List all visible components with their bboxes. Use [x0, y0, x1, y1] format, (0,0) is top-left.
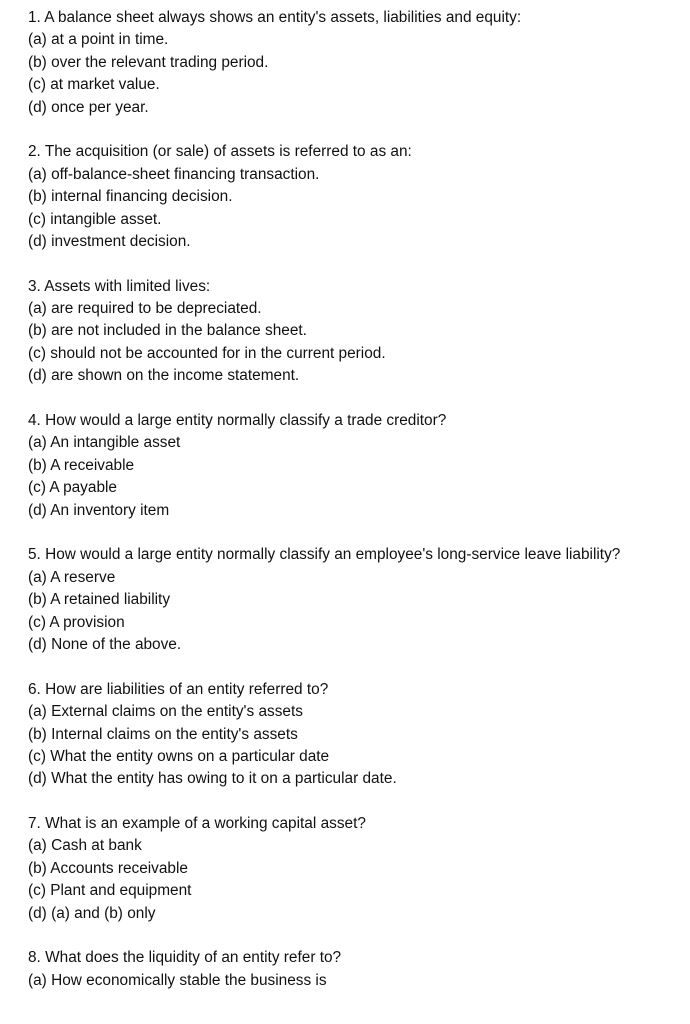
- answer-option-d: (d) investment decision.: [28, 232, 191, 250]
- answer-option-b: (b) are not included in the balance sheet.: [28, 322, 307, 340]
- question-stem: 6. How are liabilities of an entity referred to?: [28, 680, 329, 698]
- question-5: [28, 544, 684, 656]
- answer-option-a: (a) at a point in time.: [28, 31, 169, 49]
- answer-option-a: (a) An intangible asset: [28, 434, 181, 452]
- answer-option-b: (b) A receivable: [28, 456, 135, 474]
- question-stem: 2. The acquisition (or sale) of assets is referred to as an:: [28, 143, 412, 161]
- question-6: [28, 679, 684, 791]
- answer-option-a: (a) External claims on the entity's assets: [28, 703, 303, 721]
- answer-option-c: (c) A provision: [28, 613, 125, 631]
- quiz-document: [28, 7, 684, 1015]
- answer-option-b: (b) over the relevant trading period.: [28, 53, 269, 71]
- question-4: [28, 410, 684, 522]
- question-stem: 4. How would a large entity normally classify a trade creditor?: [28, 412, 447, 430]
- answer-option-b: (b) internal financing decision.: [28, 188, 233, 206]
- answer-option-d: (d) None of the above.: [28, 635, 182, 653]
- answer-option-b: (b) Accounts receivable: [28, 859, 188, 877]
- question-stem: 5. How would a large entity normally classify an employee's long-service leave liability?: [28, 546, 621, 564]
- question-stem: 7. What is an example of a working capital asset?: [28, 815, 366, 833]
- question-stem: 1. A balance sheet always shows an entity's assets, liabilities and equity:: [28, 9, 522, 26]
- answer-option-d: (d) An inventory item: [28, 501, 170, 519]
- answer-option-b: (b) Internal claims on the entity's assets: [28, 725, 298, 743]
- answer-option-d: (d) (a) and (b) only: [28, 904, 156, 922]
- question-2: [28, 141, 684, 253]
- answer-option-c: (c) Plant and equipment: [28, 882, 192, 900]
- answer-option-a: (a) How economically stable the business is: [28, 971, 327, 989]
- answer-option-a: (a) Cash at bank: [28, 837, 142, 855]
- answer-option-a: (a) A reserve: [28, 568, 116, 586]
- answer-option-a: (a) off-balance-sheet financing transaction.: [28, 165, 320, 183]
- answer-option-c: (c) A payable: [28, 479, 117, 497]
- answer-option-c: (c) should not be accounted for in the current period.: [28, 344, 386, 362]
- question-1: [28, 7, 684, 119]
- question-stem: 8. What does the liquidity of an entity refer to?: [28, 949, 342, 967]
- answer-option-d: (d) are shown on the income statement.: [28, 367, 300, 385]
- answer-option-d: (d) once per year.: [28, 98, 149, 116]
- answer-option-a: (a) are required to be depreciated.: [28, 300, 262, 318]
- question-3: [28, 276, 684, 388]
- answer-option-c: (c) at market value.: [28, 76, 160, 94]
- answer-option-c: (c) intangible asset.: [28, 210, 162, 228]
- answer-option-c: (c) What the entity owns on a particular date: [28, 747, 330, 765]
- question-stem: 3. Assets with limited lives:: [28, 277, 211, 295]
- answer-option-d: (d) What the entity has owing to it on a particular date.: [28, 770, 397, 788]
- question-7: [28, 813, 684, 925]
- question-8: [28, 947, 684, 992]
- answer-option-b: (b) A retained liability: [28, 591, 171, 609]
